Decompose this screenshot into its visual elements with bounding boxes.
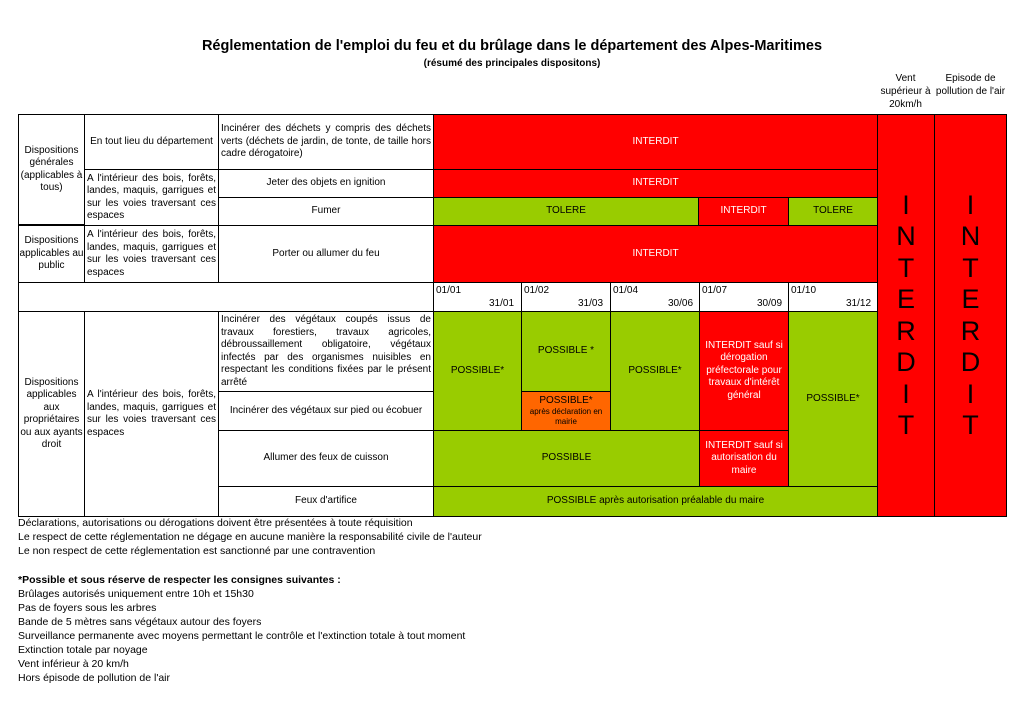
conditions <box>18 573 465 685</box>
letter: I <box>902 189 910 220</box>
wind-interdit-column <box>877 114 935 517</box>
period-4-start: 01/07 <box>702 285 728 296</box>
action-burn-standing: Incinérer des végétaux sur pied ou écobuer <box>218 391 434 431</box>
letter: I <box>902 378 910 409</box>
place-woods-public: A l'intérieur des bois, forêts, landes, maquis, garrigues et sur les voies traversant ces espaces <box>84 225 219 283</box>
group-owners: Dispositions applicables aux propriétaires ou aux ayants droit <box>18 311 85 517</box>
period-2-end: 31/03 <box>578 298 604 309</box>
period-4-end: 30/09 <box>757 298 783 309</box>
letter: T <box>897 410 915 440</box>
status-feb-mar-burn-cut: POSSIBLE * <box>521 311 611 392</box>
period-1-start: 01/01 <box>436 285 462 296</box>
letter: N <box>896 221 916 251</box>
letter: D <box>896 347 916 377</box>
period-divider <box>788 282 789 312</box>
condition-line: Vent inférieur à 20 km/h <box>18 658 129 670</box>
letter: T <box>962 252 979 283</box>
status-smoke-interdit: INTERDIT <box>698 197 789 226</box>
declaration-note: après déclaration en mairie <box>529 407 603 427</box>
status-smoke-tolere-1: TOLERE <box>433 197 699 226</box>
period-3-end: 30/06 <box>668 298 694 309</box>
group-general: Dispositions générales (applicables à tous) <box>18 114 85 225</box>
notes <box>18 516 482 558</box>
action-fireworks: Feux d'artifice <box>218 486 434 517</box>
place-woods-owners: A l'intérieur des bois, forêts, landes, maquis, garrigues et sur les voies traversant ces espaces <box>84 311 219 517</box>
status-oct-dec-burn: POSSIBLE* <box>788 311 878 487</box>
pollution-interdit-column <box>934 114 1007 517</box>
action-cooking: Allumer des feux de cuisson <box>218 430 434 487</box>
period-row-spacer <box>18 282 434 312</box>
pollution-column-header: Episode de pollution de l'air <box>935 73 1006 97</box>
letter: T <box>962 410 979 440</box>
possible-label: POSSIBLE* <box>539 394 593 406</box>
wind-column-header: Vent supérieur à 20km/h <box>880 73 931 110</box>
period-5-end: 31/12 <box>846 298 872 309</box>
action-smoke: Fumer <box>218 197 434 226</box>
status-cooking-interdit: INTERDIT sauf si autorisation du maire <box>699 430 789 487</box>
status-cooking-possible: POSSIBLE <box>433 430 700 487</box>
letter: E <box>961 284 980 314</box>
status-light-fire: INTERDIT <box>433 225 878 283</box>
condition-line: Hors épisode de pollution de l'air <box>18 672 171 684</box>
note-line: Le respect de cette réglementation ne dégage en aucune manière la responsabilité civile de l'auteur <box>18 531 482 543</box>
letter: D <box>960 347 981 377</box>
period-divider <box>699 282 700 312</box>
period-1-end: 31/01 <box>489 298 515 309</box>
note-line: Le non respect de cette réglementation est sanctionné par une contravention <box>18 545 376 557</box>
place-woods: A l'intérieur des bois, forêts, landes, maquis, garrigues et sur les voies traversant ces espaces <box>84 169 219 226</box>
action-burn-cut: Incinérer des végétaux coupés issus de travaux forestiers, travaux agricoles, débroussaillement obligatoire, végétaux infectés par des organismes nuisibles en respectant les conditions fixées par le présent arrêté <box>218 311 434 392</box>
page-title: Réglementation de l'emploi du feu et du brûlage dans le département des Alpes-Maritimes <box>201 38 823 54</box>
period-5-start: 01/10 <box>791 285 817 296</box>
period-3-start: 01/04 <box>613 285 639 296</box>
condition-line: Extinction totale par noyage <box>18 644 148 656</box>
letter: T <box>897 252 915 283</box>
action-light-fire: Porter ou allumer du feu <box>218 225 434 283</box>
condition-line: Bande de 5 mètres sans végétaux autour des foyers <box>18 616 262 628</box>
action-throw: Jeter des objets en ignition <box>218 169 434 198</box>
letter: R <box>896 315 916 346</box>
status-feb-mar-burn-standing <box>521 391 611 431</box>
status-jul-sep-burn: INTERDIT sauf si dérogation préfectorale pour travaux d'intérêt général <box>699 311 789 431</box>
note-line: Déclarations, autorisations ou dérogations doivent être présentées à toute réquisition <box>18 517 413 529</box>
page-subtitle: (résumé des principales dispositons) <box>423 58 601 69</box>
period-divider <box>610 282 611 312</box>
condition-line: Brûlages autorisés uniquement entre 10h et 15h30 <box>18 588 254 600</box>
condition-line: Surveillance permanente avec moyens permettant le contrôle et l'extinction totale à tout moment <box>18 630 466 642</box>
condition-line: Pas de foyers sous les arbres <box>18 602 157 614</box>
period-divider <box>521 282 522 312</box>
status-burn-waste: INTERDIT <box>433 114 878 170</box>
letter: R <box>960 315 981 346</box>
letter: I <box>966 189 975 220</box>
action-burn-waste: Incinérer des déchets y compris des déchets verts (déchets de jardin, de tonte, de taille hors cadre dérogatoire) <box>218 114 434 170</box>
letter: I <box>966 378 975 409</box>
conditions-title: *Possible et sous réserve de respecter les consignes suivantes : <box>18 574 341 586</box>
status-smoke-tolere-2: TOLERE <box>788 197 878 226</box>
status-fireworks: POSSIBLE après autorisation préalable du maire <box>433 486 878 517</box>
status-apr-jun-burn: POSSIBLE* <box>610 311 700 431</box>
place-everywhere: En tout lieu du département <box>84 114 219 170</box>
group-public: Dispositions applicables au public <box>18 225 85 283</box>
period-2-start: 01/02 <box>524 285 550 296</box>
status-jan-burn: POSSIBLE* <box>433 311 522 431</box>
status-throw: INTERDIT <box>433 169 878 198</box>
letter: N <box>960 221 981 251</box>
letter: E <box>896 284 915 314</box>
